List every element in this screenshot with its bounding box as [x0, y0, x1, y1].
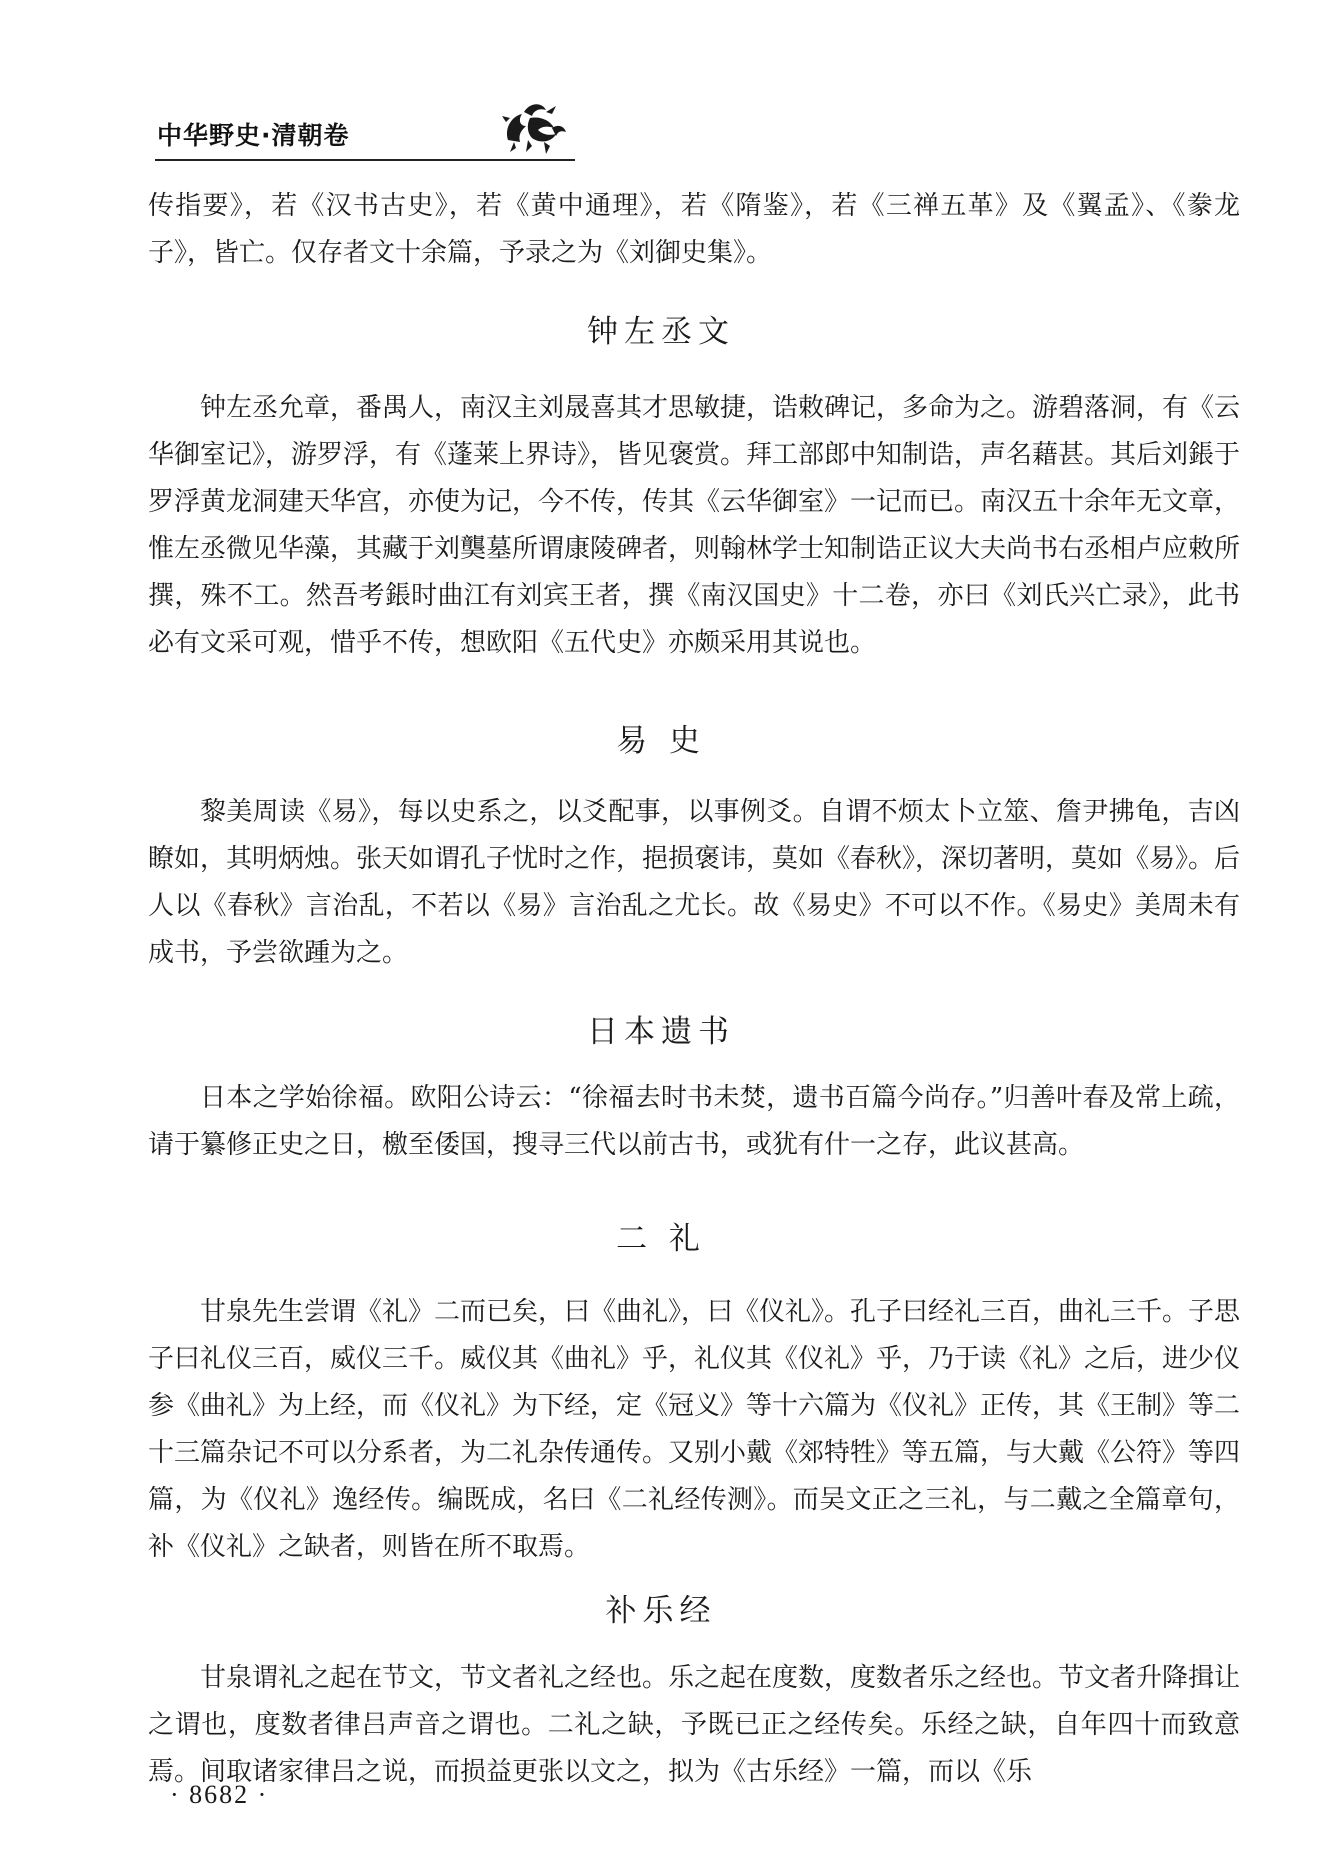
section-body-er-li: 甘泉先生尝谓《礼》二而已矣，曰《曲礼》，曰《仪礼》。孔子曰经礼三百，曲礼三千。子思子曰礼仪三百，威仪三千。威仪其《曲礼》乎，礼仪其《仪礼》乎，乃于读《礼》之后，进少仪参《曲礼》为上经，而《仪礼》为下经，定《冠义》等十六篇为《仪礼》正传，其《王制》等二十三篇杂记不可以分系者，为二礼杂传通传。又别小戴《郊特牲》等五篇，与大戴《公符》等四篇，为《仪礼》逸经传。编既成，名曰《二礼经传测》。而吴文正之三礼，与二戴之全篇章句，补《仪礼》之缺者，则皆在所不取焉。	[148, 1297, 1241, 1562]
section-title-er-li: 二 礼	[616, 1221, 706, 1257]
header-rule	[155, 159, 575, 161]
dragon-emblem-icon	[500, 98, 570, 156]
section-body-bu-yue-jing: 甘泉谓礼之起在节文，节文者礼之经也。乐之起在度数，度数者乐之经也。节文者升降揖让之谓也，度数者律吕声音之谓也。二礼之缺，予既已正之经传矣。乐经之缺，自年四十而致意焉。间取诸家律吕之说，而损益更张以文之，拟为《古乐经》一篇，而以《乐	[148, 1663, 1241, 1787]
section-body-yi-shi: 黎美周读《易》，每以史系之，以爻配事，以事例爻。自谓不烦太卜立筮、詹尹拂龟，吉凶瞭如，其明炳烛。张天如谓孔子忧时之作，挹损褒讳，莫如《春秋》，深切著明，莫如《易》。后人以《春秋》言治乱，不若以《易》言治乱之尤长。故《易史》不可以不作。《易史》美周未有成书，予尝欲踵为之。	[148, 797, 1241, 968]
page-number: · 8682 ·	[170, 1780, 269, 1809]
running-header-title: 中华野史·清朝卷	[157, 121, 350, 150]
continued-paragraph: 传指要》，若《汉书古史》，若《黄中通理》，若《隋鉴》，若《三禅五革》及《翼孟》、《豢龙子》，皆亡。仅存者文十余篇，予录之为《刘御史集》。	[148, 191, 1240, 268]
section-body-ri-ben-yi-shu: 日本之学始徐福。欧阳公诗云：“徐福去时书未焚，遗书百篇今尚存。”归善叶春及常上疏，请于纂修正史之日，檄至倭国，搜寻三代以前古书，或犹有什一之存，此议甚高。	[148, 1083, 1240, 1160]
section-title-ri-ben-yi-shu: 日本遗书	[587, 1014, 735, 1050]
section-title-zhong-zuo-cheng-wen: 钟左丞文	[587, 314, 735, 350]
section-body-zhong-zuo-cheng-wen: 钟左丞允章，番禺人，南汉主刘晟喜其才思敏捷，诰敕碑记，多命为之。游碧落洞，有《云华御室记》，游罗浮，有《蓬莱上界诗》，皆见褒赏。拜工部郎中知制诰，声名藉甚。其后刘鋹于罗浮黄龙洞建天华宫，亦使为记，今不传，传其《云华御室》一记而已。南汉五十余年无文章，惟左丞微见华藻，其藏于刘龑墓所谓康陵碑者，则翰林学士知制诰正议大夫尚书右丞相卢应敕所撰，殊不工。然吾考鋹时曲江有刘宾王者，撰《南汉国史》十二卷，亦曰《刘氏兴亡录》，此书必有文采可观，惜乎不传，想欧阳《五代史》亦颇采用其说也。	[148, 393, 1241, 658]
running-header	[155, 96, 575, 162]
section-title-bu-yue-jing: 补乐经	[605, 1593, 717, 1629]
section-title-yi-shi: 易 史	[616, 723, 706, 759]
